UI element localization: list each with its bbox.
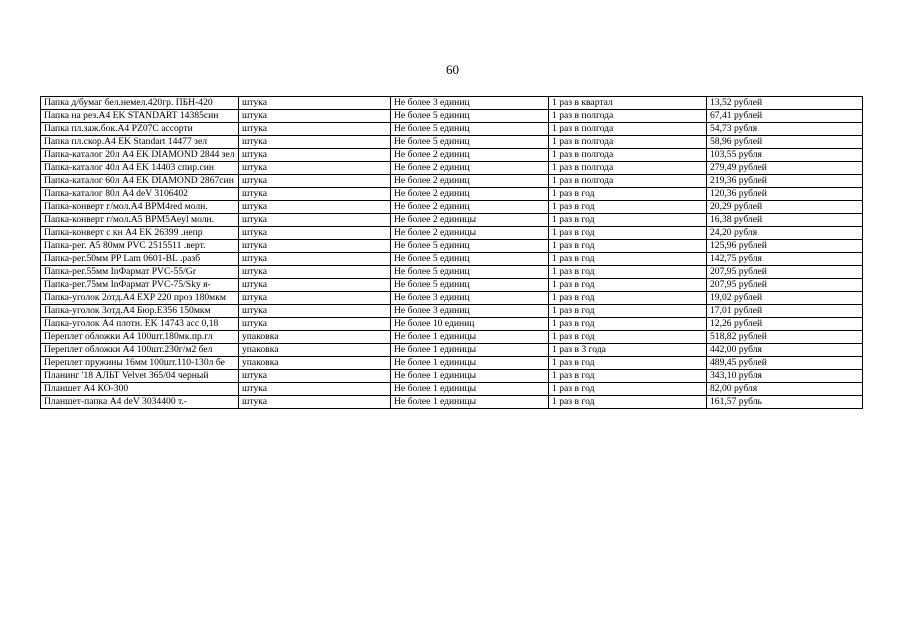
item-name-cell: Переплет обложки А4 100шт.180мк.пр.гл [41,331,239,344]
price-cell: 161,57 рубль [707,396,863,409]
item-name-cell: Папка-конверт с кн А4 EK 26399 .непр [41,227,239,240]
unit-cell: штука [239,396,391,409]
price-cell: 12,26 рублей [707,318,863,331]
price-cell: 142,75 рубля [707,253,863,266]
quantity-cell: Не более 5 единиц [391,266,549,279]
frequency-cell: 1 раз в год [549,227,707,240]
table-row [41,240,863,253]
price-cell: 20,29 рублей [707,201,863,214]
frequency-cell: 1 раз в полгода [549,162,707,175]
price-table [40,96,863,409]
frequency-cell: 1 раз в 3 года [549,344,707,357]
unit-cell: штука [239,97,391,110]
item-name-cell: Папка-конверт г/мол.А5 BPM5Aeyl молн. [41,214,239,227]
table-body [41,97,863,409]
table-row [41,292,863,305]
quantity-cell: Не более 5 единиц [391,253,549,266]
item-name-cell: Папка-рег.50мм PP Lam 0601-BL .разб [41,253,239,266]
item-name-cell: Папка-каталог 20л А4 EK DIAMOND 2844 зел [41,149,239,162]
table-row [41,344,863,357]
table-row [41,175,863,188]
item-name-cell: Планинг '18 АЛЬТ Velvet 365/04 черный [41,370,239,383]
price-cell: 207,95 рублей [707,266,863,279]
table-row [41,201,863,214]
unit-cell: штука [239,188,391,201]
price-cell: 120,36 рублей [707,188,863,201]
table-row [41,227,863,240]
table-row [41,253,863,266]
unit-cell: упаковка [239,344,391,357]
item-name-cell: Папка-каталог 80л А4 deV 3106402 [41,188,239,201]
item-name-cell: Папка-рег.75мм InФармат PVC-75/Sky я- [41,279,239,292]
quantity-cell: Не более 2 единиц [391,162,549,175]
quantity-cell: Не более 2 единиц [391,149,549,162]
price-cell: 442,00 рубля [707,344,863,357]
price-cell: 16,38 рублей [707,214,863,227]
frequency-cell: 1 раз в год [549,279,707,292]
quantity-cell: Не более 2 единицы [391,227,549,240]
unit-cell: штука [239,201,391,214]
frequency-cell: 1 раз в полгода [549,136,707,149]
price-cell: 489,45 рублей [707,357,863,370]
frequency-cell: 1 раз в год [549,214,707,227]
item-name-cell: Папка д/бумаг бел.немел.420гр. ПБН-420 [41,97,239,110]
frequency-cell: 1 раз в год [549,240,707,253]
unit-cell: штука [239,162,391,175]
quantity-cell: Не более 1 единицы [391,331,549,344]
item-name-cell: Папка-конверт г/мол.А4 BPM4red молн. [41,201,239,214]
quantity-cell: Не более 5 единиц [391,279,549,292]
item-name-cell: Планшет А4 КО-300 [41,383,239,396]
table-row [41,123,863,136]
frequency-cell: 1 раз в год [549,201,707,214]
unit-cell: штука [239,214,391,227]
quantity-cell: Не более 2 единицы [391,214,549,227]
frequency-cell: 1 раз в год [549,370,707,383]
quantity-cell: Не более 1 единицы [391,396,549,409]
quantity-cell: Не более 2 единиц [391,188,549,201]
unit-cell: штука [239,292,391,305]
item-name-cell: Переплет обложки А4 100шт.230г/м2 бел [41,344,239,357]
quantity-cell: Не более 3 единиц [391,292,549,305]
frequency-cell: 1 раз в год [549,188,707,201]
quantity-cell: Не более 3 единиц [391,305,549,318]
table-row [41,110,863,123]
unit-cell: штука [239,227,391,240]
price-cell: 219,36 рублей [707,175,863,188]
price-cell: 207,95 рублей [707,279,863,292]
frequency-cell: 1 раз в полгода [549,149,707,162]
item-name-cell: Папка-рег. А5 80мм PVC 2515511 .верт. [41,240,239,253]
item-name-cell: Планшет-папка А4 deV 3034400 т.- [41,396,239,409]
table-row [41,318,863,331]
table-row [41,214,863,227]
frequency-cell: 1 раз в полгода [549,123,707,136]
unit-cell: штука [239,266,391,279]
price-cell: 125,96 рублей [707,240,863,253]
frequency-cell: 1 раз в полгода [549,110,707,123]
price-cell: 343,10 рубля [707,370,863,383]
item-name-cell: Папка-уголок 2отд.А4 EXP 220 проз 180мкм [41,292,239,305]
table-row [41,136,863,149]
unit-cell: штука [239,149,391,162]
item-name-cell: Папка-уголок А4 плотн. EK 14743 асс 0,18 [41,318,239,331]
table-row [41,305,863,318]
price-cell: 19,02 рублей [707,292,863,305]
item-name-cell: Папка-каталог 40л А4 EK 14403 спир.син [41,162,239,175]
quantity-cell: Не более 10 единиц [391,318,549,331]
unit-cell: упаковка [239,357,391,370]
item-name-cell: Папка на рез.А4 EK STANDART 14385син [41,110,239,123]
table-row [41,149,863,162]
table-row [41,162,863,175]
quantity-cell: Не более 1 единицы [391,357,549,370]
item-name-cell: Папка-рег.55мм InФармат PVC-55/Gr [41,266,239,279]
table-row [41,383,863,396]
price-cell: 82,00 рубля [707,383,863,396]
price-cell: 279,49 рублей [707,162,863,175]
unit-cell: штука [239,370,391,383]
quantity-cell: Не более 1 единицы [391,383,549,396]
table-row [41,188,863,201]
frequency-cell: 1 раз в год [549,318,707,331]
unit-cell: штука [239,253,391,266]
table-row [41,279,863,292]
price-cell: 518,82 рублей [707,331,863,344]
unit-cell: штука [239,318,391,331]
frequency-cell: 1 раз в год [549,331,707,344]
item-name-cell: Переплет пружины 16мм 100шт.110-130л бе [41,357,239,370]
price-cell: 67,41 рублей [707,110,863,123]
frequency-cell: 1 раз в год [549,383,707,396]
unit-cell: штука [239,175,391,188]
frequency-cell: 1 раз в квартал [549,97,707,110]
unit-cell: упаковка [239,331,391,344]
quantity-cell: Не более 1 единицы [391,344,549,357]
unit-cell: штука [239,136,391,149]
item-name-cell: Папка пл.скор.А4 EK Standart 14477 зел [41,136,239,149]
item-name-cell: Папка пл.заж.бок.А4 PZ07C ассорти [41,123,239,136]
unit-cell: штука [239,110,391,123]
frequency-cell: 1 раз в год [549,396,707,409]
frequency-cell: 1 раз в год [549,292,707,305]
frequency-cell: 1 раз в год [549,357,707,370]
unit-cell: штука [239,279,391,292]
table-row [41,331,863,344]
frequency-cell: 1 раз в год [549,253,707,266]
item-name-cell: Папка-уголок 3отд.А4 Бюр.E356 150мкм [41,305,239,318]
unit-cell: штука [239,305,391,318]
quantity-cell: Не более 2 единиц [391,175,549,188]
unit-cell: штука [239,383,391,396]
quantity-cell: Не более 3 единиц [391,97,549,110]
quantity-cell: Не более 2 единиц [391,201,549,214]
price-cell: 24,20 рубля [707,227,863,240]
table-row [41,370,863,383]
unit-cell: штука [239,123,391,136]
price-cell: 58,96 рублей [707,136,863,149]
price-cell: 17,01 рублей [707,305,863,318]
price-cell: 13,52 рублей [707,97,863,110]
table-row [41,396,863,409]
table-row [41,357,863,370]
unit-cell: штука [239,240,391,253]
frequency-cell: 1 раз в полгода [549,175,707,188]
frequency-cell: 1 раз в год [549,266,707,279]
page-number: 60 [446,62,459,77]
price-cell: 54,73 рубля [707,123,863,136]
item-name-cell: Папка-каталог 60л А4 EK DIAMOND 2867син [41,175,239,188]
price-cell: 103,55 рубля [707,149,863,162]
quantity-cell: Не более 5 единиц [391,123,549,136]
table-row [41,266,863,279]
quantity-cell: Не более 5 единиц [391,240,549,253]
quantity-cell: Не более 5 единиц [391,136,549,149]
frequency-cell: 1 раз в год [549,305,707,318]
table-row [41,97,863,110]
quantity-cell: Не более 5 единиц [391,110,549,123]
quantity-cell: Не более 1 единицы [391,370,549,383]
